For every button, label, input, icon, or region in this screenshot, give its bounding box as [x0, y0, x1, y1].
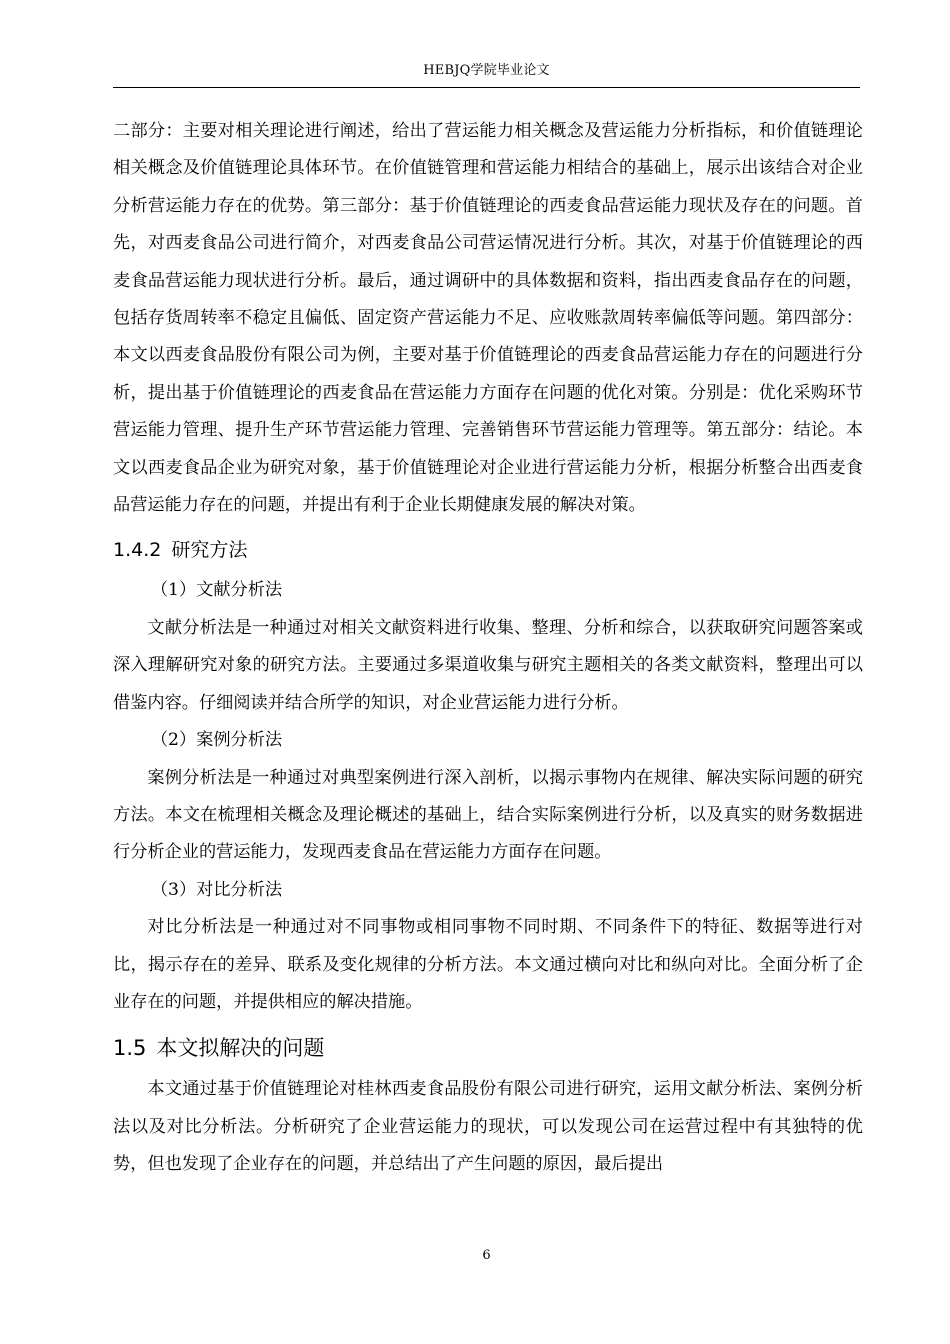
section-title: 本文拟解决的问题 [156, 1036, 325, 1061]
section-title: 研究方法 [171, 539, 248, 562]
method-label-comparison: （3）对比分析法 [150, 879, 283, 900]
page-header: HEBJQ学院毕业论文 [423, 63, 550, 78]
page-body [113, 113, 863, 1184]
header-divider [113, 87, 860, 88]
page-number: 6 [482, 1248, 491, 1263]
intro-paragraph: 二部分：主要对相关理论进行阐述，给出了营运能力相关概念及营运能力分析指标，和价值链理论相关概念及价值链理论具体环节。在价值链管理和营运能力相结合的基础上，展示出该结合对企业分析营运能力存在的优势。第三部分：基于价值链理论的西麦食品营运能力现状及存在的问题。首先，对西麦食品公司进行简介，对西麦食品公司营运情况进行分析。其次，对基于价值链理论的西麦食品营运能力现状进行分析。最后，通过调研中的具体数据和资料，指出西麦食品存在的问题，包括存货周转率不稳定且偏低、固定资产营运能力不足、应收账款周转率偏低等问题。第四部分：本文以西麦食品股份有限公司为例，主要对基于价值链理论的西麦食品营运能力存在的问题进行分析，提出基于价值链理论的西麦食品在营运能力方面存在问题的优化对策。分别是：优化采购环节营运能力管理、提升生产环节营运能力管理、完善销售环节营运能力管理等。第五部分：结论。本文以西麦食品企业为研究对象，基于价值链理论对企业进行营运能力分析，根据分析整合出西麦食品营运能力存在的问题，并提出有利于企业长期健康发展的解决对策。 [113, 121, 863, 516]
method-label-case: （2）案例分析法 [150, 730, 283, 751]
section-number: 1.5 [113, 1036, 147, 1061]
section-heading-1-4-2 [113, 534, 863, 566]
section-1-5-paragraph: 本文通过基于价值链理论对桂林西麦食品股份有限公司进行研究，运用文献分析法、案例分析法以及对比分析法。分析研究了企业营运能力的现状，可以发现公司在运营过程中有其独特的优势，但也发现了企业存在的问题，并总结出了产生问题的原因，最后提出 [113, 1079, 863, 1175]
method-text-literature: 文献分析法是一种通过对相关文献资料进行收集、整理、分析和综合，以获取研究问题答案或深入理解研究对象的研究方法。主要通过多渠道收集与研究主题相关的各类文献资料，整理出可以借鉴内容。仔细阅读并结合所学的知识，对企业营运能力进行分析。 [113, 617, 863, 713]
section-number: 1.4.2 [113, 539, 162, 562]
section-heading-1-5 [113, 1031, 863, 1065]
method-label-literature: （1）文献分析法 [150, 580, 283, 601]
method-text-comparison: 对比分析法是一种通过对不同事物或相同事物不同时期、不同条件下的特征、数据等进行对比，揭示存在的差异、联系及变化规律的分析方法。本文通过横向对比和纵向对比。全面分析了企业存在的问题，并提供相应的解决措施。 [113, 917, 863, 1012]
method-text-case: 案例分析法是一种通过对典型案例进行深入剖析，以揭示事物内在规律、解决实际问题的研究方法。本文在梳理相关概念及理论概述的基础上，结合实际案例进行分析，以及真实的财务数据进行分析企业的营运能力，发现西麦食品在营运能力方面存在问题。 [113, 767, 863, 863]
